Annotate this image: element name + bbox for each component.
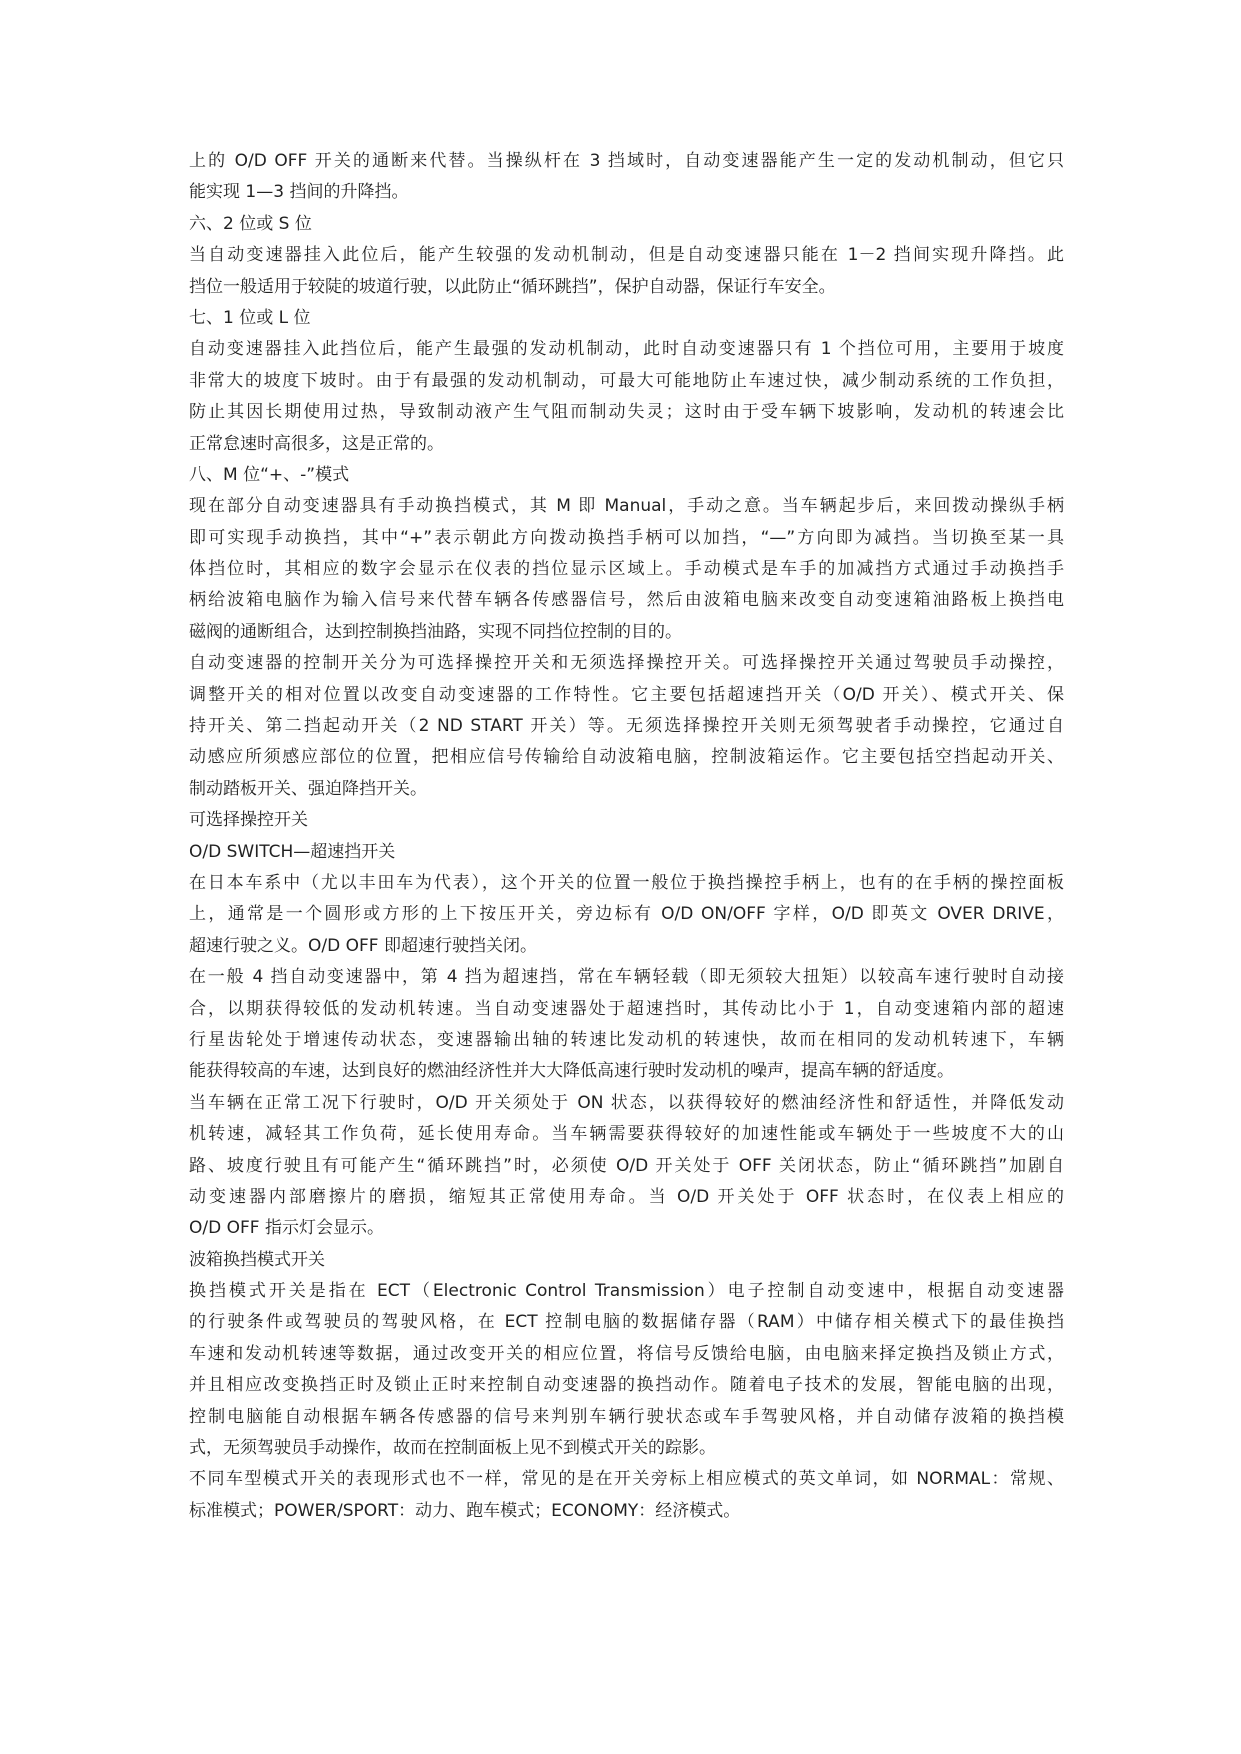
text-line: 能实现 1—3 挡间的升降挡。	[189, 182, 409, 203]
text-line: 标准模式；POWER/SPORT：动力、跑车模式；ECONOMY：经济模式。	[189, 1500, 741, 1521]
text-line: 并且相应改变换挡正时及锁止正时来控制自动变速器的换挡动作。随着电子技术的发展，智能电脑的出现，	[189, 1375, 1064, 1396]
text-line: 即可实现手动换挡，其中“+”表示朝此方向拨动换挡手柄可以加挡，“—”方向即为减挡。当切换至某一具	[189, 527, 1064, 548]
text-line: 车速和发动机转速等数据，通过改变开关的相应位置，将信号反馈给电脑，由电脑来择定换挡及锁止方式，	[189, 1343, 1064, 1364]
text-line: 的行驶条件或驾驶员的驾驶风格，在 ECT 控制电脑的数据储存器（RAM）中储存相关模式下的最佳换挡	[189, 1312, 1064, 1333]
text-line: 行星齿轮处于增速传动状态，变速器输出轴的转速比发动机的转速快，故而在相同的发动机转速下，车辆	[189, 1029, 1064, 1050]
text-line: 当车辆在正常工况下行驶时，O/D 开关须处于 ON 状态，以获得较好的燃油经济性和舒适性，并降低发动	[189, 1092, 1064, 1113]
text-line: 非常大的坡度下坡时。由于有最强的发动机制动，可最大可能地防止车速过快，减少制动系统的工作负担，	[189, 370, 1064, 391]
text-line: 上的 O/D OFF 开关的通断来代替。当操纵杆在 3 挡域时，自动变速器能产生一定的发动机制动，但它只	[189, 151, 1064, 171]
text-line: 自动变速器的控制开关分为可选择操控开关和无须选择操控开关。可选择操控开关通过驾驶员手动操控，	[189, 653, 1064, 674]
text-line: 上，通常是一个圆形或方形的上下按压开关，旁边标有 O/D ON/OFF 字样，O/D 即英文 OVER DRIVE，	[189, 904, 1064, 925]
text-line: 能获得较高的车速，达到良好的燃油经济性并大大降低高速行驶时发动机的噪声，提高车辆的舒适度。	[189, 1061, 954, 1082]
text-line: 体挡位时，其相应的数字会显示在仪表的挡位显示区域上。手动模式是车手的加减挡方式通过手动换挡手	[189, 559, 1064, 580]
text-line: O/D SWITCH—超速挡开关	[189, 841, 396, 862]
text-line: 超速行驶之义。O/D OFF 即超速行驶挡关闭。	[189, 935, 537, 956]
text-line: 在一般 4 挡自动变速器中，第 4 挡为超速挡，常在车辆轻载（即无须较大扭矩）以较高车速行驶时自动接	[189, 967, 1064, 988]
text-line: 调整开关的相对位置以改变自动变速器的工作特性。它主要包括超速挡开关（O/D 开关）、模式开关、保	[189, 684, 1064, 705]
text-line: 动感应所须感应部位的位置，把相应信号传输给自动波箱电脑，控制波箱运作。它主要包括空挡起动开关、	[189, 747, 1064, 768]
text-line: 六、2 位或 S 位	[189, 213, 312, 234]
text-line: 当自动变速器挂入此位后，能产生较强的发动机制动，但是自动变速器只能在 1－2 挡间实现升降挡。此	[189, 245, 1064, 266]
text-line: 在日本车系中（尤以丰田车为代表），这个开关的位置一般位于换挡操控手柄上，也有的在手柄的操控面板	[189, 872, 1064, 893]
text-line: 动变速器内部磨擦片的磨损，缩短其正常使用寿命。当 O/D 开关处于 OFF 状态时，在仪表上相应的	[189, 1186, 1064, 1207]
text-line: 自动变速器挂入此挡位后，能产生最强的发动机制动，此时自动变速器只有 1 个挡位可用，主要用于坡度	[189, 339, 1064, 360]
text-line: 机转速，减轻其工作负荷，延长使用寿命。当车辆需要获得较好的加速性能或车辆处于一些坡度不大的山	[189, 1124, 1064, 1145]
text-line: 八、M 位“+、-”模式	[189, 464, 350, 485]
text-line: O/D OFF 指示灯会显示。	[189, 1218, 384, 1239]
text-line: 波箱换挡模式开关	[189, 1249, 325, 1270]
text-line: 控制电脑能自动根据车辆各传感器的信号来判别车辆行驶状态或车手驾驶风格，并自动储存波箱的换挡模	[189, 1406, 1064, 1427]
text-line: 持开关、第二挡起动开关（2 ND START 开关）等。无须选择操控开关则无须驾驶者手动操控，它通过自	[189, 716, 1064, 737]
text-line: 七、1 位或 L 位	[189, 307, 311, 328]
document-page	[189, 146, 1064, 1527]
text-line: 防止其因长期使用过热，导致制动液产生气阻而制动失灵；这时由于受车辆下坡影响，发动机的转速会比	[189, 402, 1064, 423]
text-line: 不同车型模式开关的表现形式也不一样，常见的是在开关旁标上相应模式的英文单词，如 NORMAL：常规、	[189, 1469, 1064, 1490]
text-line: 合，以期获得较低的发动机转速。当自动变速器处于超速挡时，其传动比小于 1，自动变速箱内部的超速	[189, 998, 1064, 1019]
text-line: 路、坡度行驶且有可能产生“循环跳挡”时，必须使 O/D 开关处于 OFF 关闭状态，防止“循环跳挡”加剧自	[189, 1155, 1064, 1176]
text-line: 现在部分自动变速器具有手动换挡模式，其 M 即 Manual，手动之意。当车辆起步后，来回拨动操纵手柄	[189, 496, 1064, 517]
text-line: 磁阀的通断组合，达到控制换挡油路，实现不同挡位控制的目的。	[189, 621, 682, 642]
text-line: 挡位一般适用于较陡的坡道行驶，以此防止“循环跳挡”，保护自动器，保证行车安全。	[189, 276, 836, 297]
text-line: 式，无须驾驶员手动操作，故而在控制面板上见不到模式开关的踪影。	[189, 1438, 716, 1459]
text-line: 可选择操控开关	[189, 810, 308, 831]
text-line: 制动踏板开关、强迫降挡开关。	[189, 778, 427, 799]
text-line: 换挡模式开关是指在 ECT（Electronic Control Transmission）电子控制自动变速中，根据自动变速器	[189, 1281, 1064, 1302]
text-line: 柄给波箱电脑作为输入信号来代替车辆各传感器信号，然后由波箱电脑来改变自动变速箱油路板上换挡电	[189, 590, 1064, 611]
text-line: 正常怠速时高很多，这是正常的。	[189, 433, 444, 454]
